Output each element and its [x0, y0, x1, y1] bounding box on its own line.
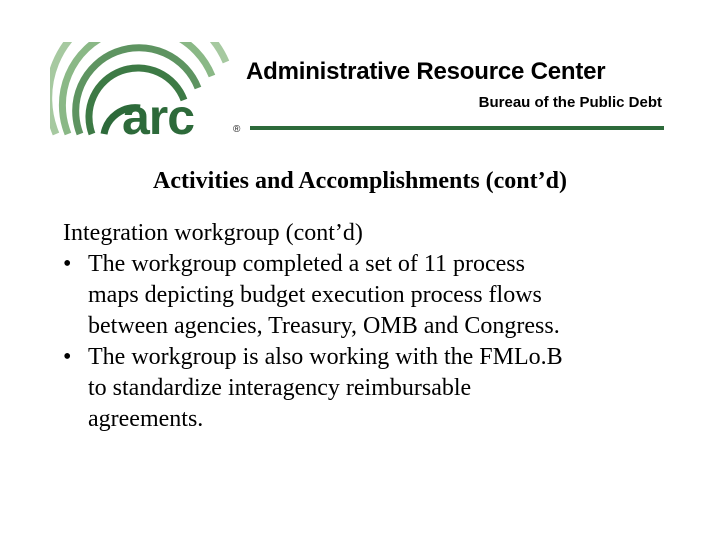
- bullet-icon: •: [63, 344, 72, 370]
- bullet-line: The workgroup is also working with the FMLo.B: [88, 344, 563, 370]
- org-subtitle: Bureau of the Public Debt: [478, 94, 662, 111]
- bullet-line: between agencies, Treasury, OMB and Congress.: [88, 313, 560, 339]
- bullet-item: [63, 249, 683, 342]
- bullet-item: [63, 342, 683, 435]
- slide-title: Activities and Accomplishments (cont’d): [153, 168, 567, 194]
- bullet-line: maps depicting budget execution process flows: [88, 282, 542, 308]
- bullet-line: to standardize interagency reimbursable: [88, 375, 472, 401]
- logo-text: arc: [122, 89, 195, 137]
- bullet-line: agreements.: [88, 406, 204, 432]
- subheading: Integration workgroup (cont’d): [63, 220, 363, 246]
- slide-body: [63, 218, 683, 435]
- header-rule: [250, 126, 664, 130]
- org-name: Administrative Resource Center: [246, 58, 606, 85]
- bullet-icon: •: [63, 251, 72, 277]
- logo-trademark: ®: [233, 124, 241, 135]
- arc-logo: [50, 42, 250, 137]
- header: [0, 0, 720, 150]
- bullet-line: The workgroup completed a set of 11 process: [88, 251, 525, 277]
